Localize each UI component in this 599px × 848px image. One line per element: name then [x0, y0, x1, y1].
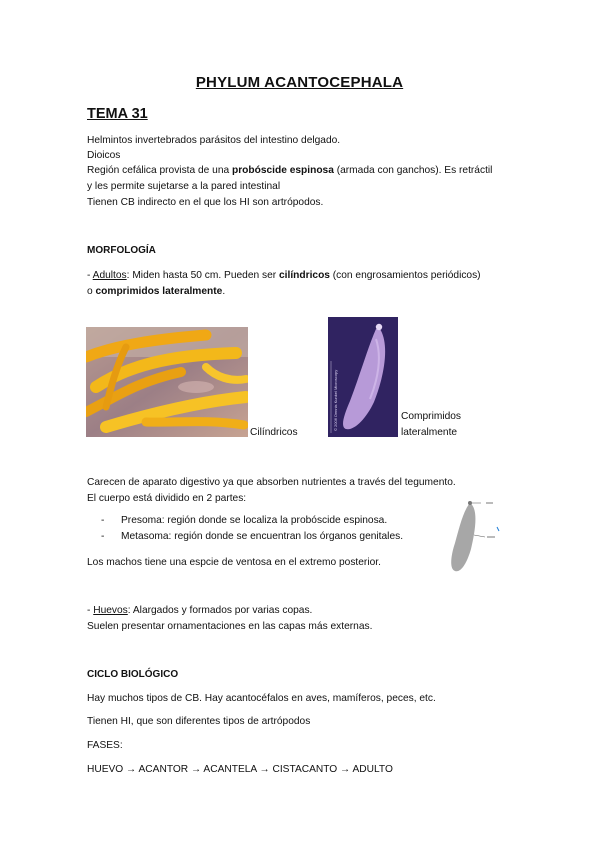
- caption-cilindricos: Cilíndricos: [250, 427, 298, 438]
- worm-diagram-image: [445, 497, 505, 575]
- intro-line-1: Helmintos invertebrados parásitos del intestino delgado.: [87, 135, 341, 146]
- adultos-b: cilíndricos: [279, 270, 330, 281]
- digestivo-line: Carecen de aparato digestivo ya que absorben nutrientes a través del tegumento.: [87, 477, 456, 488]
- adultos-a: : Miden hasta 50 cm. Pueden ser: [126, 270, 279, 281]
- intro-line-2: Dioicos: [87, 150, 121, 161]
- machos-line: Los machos tiene una espcie de ventosa en el extremo posterior.: [87, 557, 381, 568]
- bullet-dash-1: -: [101, 515, 105, 526]
- caption-comprimidos-2: lateralmente: [401, 427, 458, 438]
- intro-line-3c: (armada con ganchos). Es retráctil: [333, 165, 493, 176]
- intro-line-3: [87, 163, 492, 178]
- intro-line-3a: Región cefálica provista de una: [87, 165, 232, 176]
- adultos-c: (con engrosamientos periódicos): [329, 270, 481, 281]
- adultos-label: Adultos: [92, 270, 127, 281]
- intro-line-3b: probóscide espinosa: [231, 165, 334, 176]
- adultos-prefix: -: [87, 270, 93, 281]
- huevos-text: : Alargados y formados por varias copas.: [127, 605, 313, 616]
- huevos-prefix: -: [87, 605, 94, 616]
- intro-line-4: y les permite sujetarse a la pared intestinal: [87, 181, 281, 192]
- worm-diagram: [445, 497, 505, 575]
- adultos-line-2: [87, 284, 225, 299]
- adultos-line2-a: o: [87, 286, 96, 297]
- adultos-line2-c: .: [222, 286, 226, 297]
- cylindrical-worms-image: [86, 327, 248, 437]
- presoma-item: Presoma: región donde se localiza la probóscide espinosa.: [121, 515, 388, 526]
- adultos-line-1: [87, 268, 481, 283]
- intro-line-5: Tienen CB indirecto en el que los HI son artrópodos.: [87, 197, 324, 208]
- fases-label: FASES:: [87, 740, 123, 751]
- huevos-line-2: Suelen presentar ornamentaciones en las capas más externas.: [87, 621, 373, 632]
- section-number: TEMA 31: [87, 106, 148, 122]
- photo-comprimidos: [328, 317, 398, 437]
- photo-cilindricos: [86, 327, 248, 437]
- heading-morfologia: MORFOLOGÍA: [87, 245, 156, 256]
- compressed-worm-image: [328, 317, 398, 437]
- ciclo-line-1: Hay muchos tipos de CB. Hay acantocéfalos en aves, mamíferos, peces, etc.: [87, 693, 436, 704]
- metasoma-item: Metasoma: región donde se encuentran los órganos genitales.: [121, 531, 404, 542]
- adultos-line2-b: comprimidos lateralmente: [95, 286, 223, 297]
- caption-comprimidos-1: Comprimidos: [401, 411, 462, 422]
- heading-ciclo: CICLO BIOLÓGICO: [87, 669, 179, 680]
- bullet-dash-2: -: [101, 531, 105, 542]
- cuerpo-line: El cuerpo está dividido en 2 partes:: [87, 493, 247, 504]
- huevos-label: Huevos: [93, 605, 128, 616]
- huevos-line-1: [87, 603, 312, 618]
- ciclo-line-2: Tienen HI, que son diferentes tipos de artrópodos: [87, 716, 311, 727]
- photo-watermark: © 2006 Dennis Kunkel Microscopy: [333, 369, 338, 431]
- page-title: PHYLUM ACANTOCEPHALA: [195, 74, 404, 91]
- fases-sequence: HUEVO → ACANTOR → ACANTELA → CISTACANTO → ADULTO: [87, 764, 393, 775]
